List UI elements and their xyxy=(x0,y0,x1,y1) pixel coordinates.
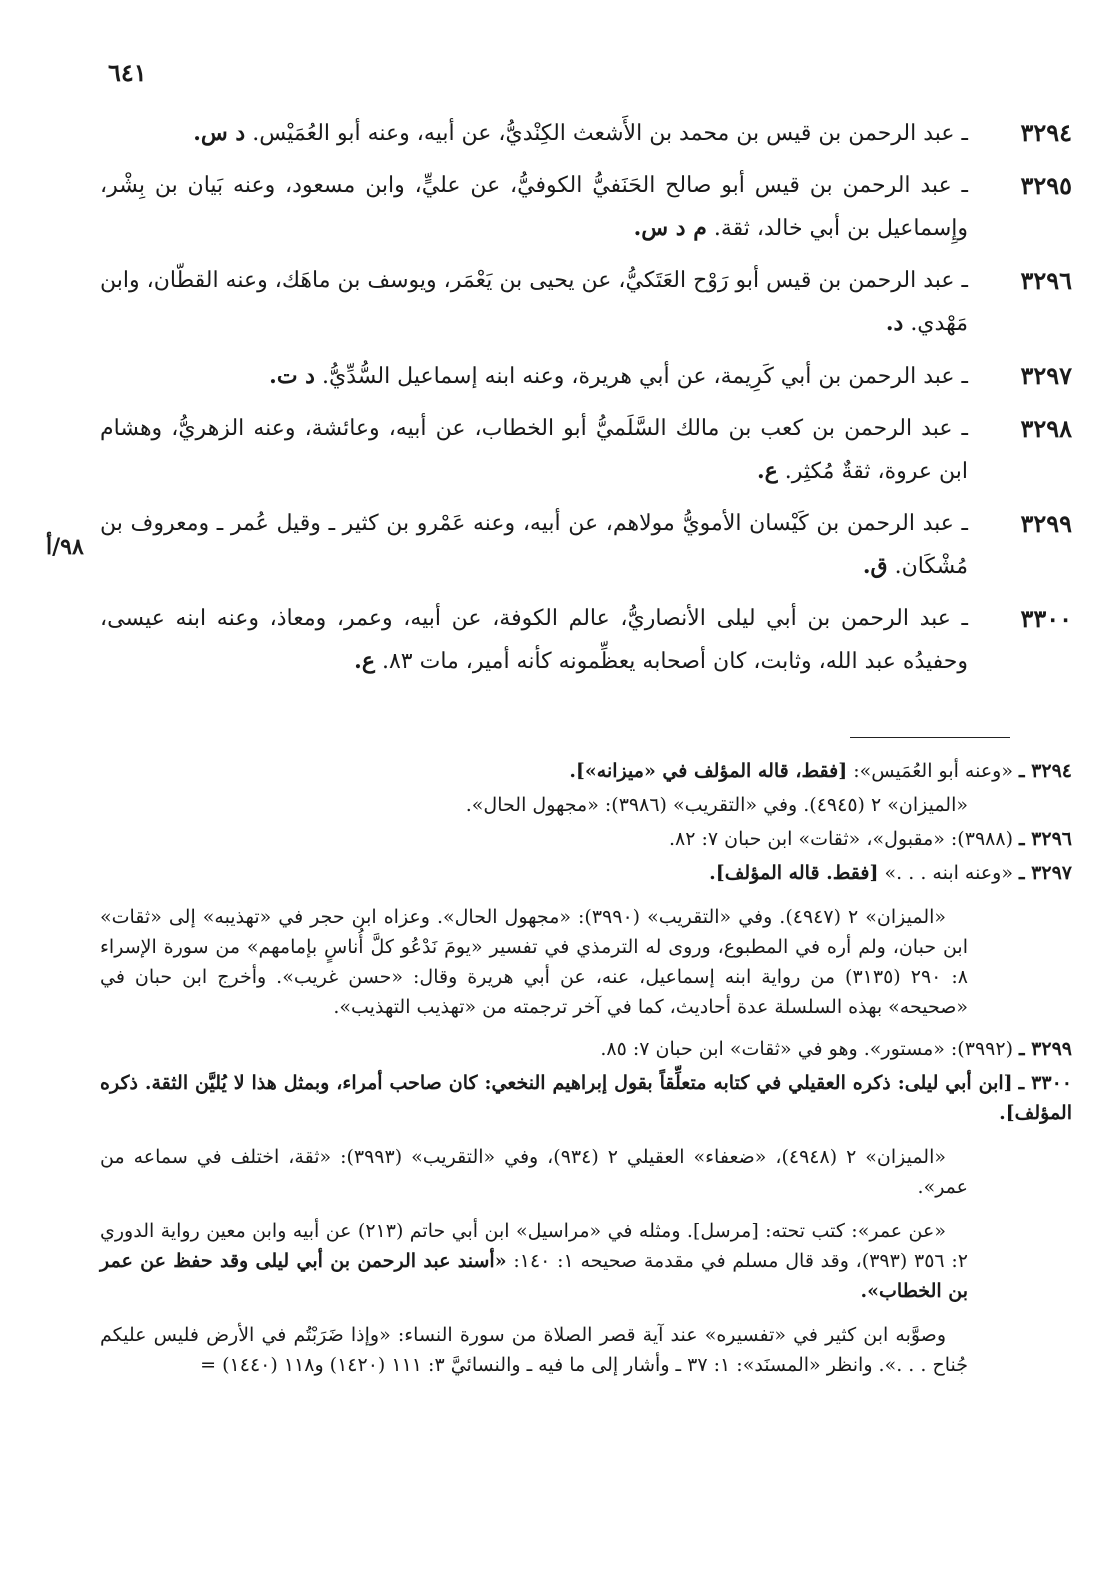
note-text: «وعنه ابنه . . .» xyxy=(884,862,1013,884)
footnote-divider xyxy=(850,737,1010,738)
note-3300 xyxy=(100,1068,1072,1128)
entry-sigla: ع. xyxy=(354,648,375,674)
entry-body xyxy=(100,598,968,683)
entry-3298 xyxy=(100,408,1072,493)
entry-text: ـ عبد الرحمن بن أبي كَرِيمة، عن أبي هريرة، وعنه ابنه إسماعيل السُّدِّيُّ. xyxy=(321,364,968,389)
entry-3296 xyxy=(100,260,1072,345)
entry-body xyxy=(100,260,968,345)
note-3300-paragraph-b xyxy=(100,1216,1072,1306)
note-number: ٣٢٩٤ ـ xyxy=(1018,760,1072,782)
entry-body xyxy=(100,355,968,398)
note-text: «وعنه أبو العُمَيس»: xyxy=(853,760,1013,782)
entry-body xyxy=(100,408,968,493)
footnotes xyxy=(100,756,1072,1384)
note-paragraph-text: وصوَّبه ابن كثير في «تفسيره» عند آية قصر الصلاة من سورة النساء: «وإذا ضَرَبْتُم في الأرض فليس عليكم جُناح . . .». وانظر «المسنَد»: ١: ٣٧ ـ وأشار إلى ما فيه ـ والنسائيَّ ٣: ١١١ (١٤٢٠) و١١٨ (١٤٤٠) = xyxy=(100,1324,968,1376)
main-text xyxy=(100,112,1072,693)
entry-text: ـ عبد الرحمن بن قيس أبو صالح الحَنَفيُّ الكوفيُّ، عن عليٍّ، وابن مسعود، وعنه بَيان بن بِشْر، وإِسماعيل بن أبي خالد، ثقة. xyxy=(100,173,968,241)
note-number: ٣٢٩٧ ـ xyxy=(1018,862,1072,884)
note-text: (٣٩٩٢): «مستور». وهو في «ثقات» ابن حبان ٧: ٨٥. xyxy=(600,1038,1013,1060)
entry-3300 xyxy=(100,598,1072,683)
note-3300-paragraph-a xyxy=(100,1142,1072,1202)
note-3296 xyxy=(100,824,1072,854)
note-paragraph-text: «الميزان» ٢ (٤٩٤٨)، «ضعفاء» العقيلي ٢ (٩٣٤)، وفي «التقريب» (٣٩٩٣): «ثقة، اختلف في سماعه من عمر». xyxy=(100,1146,968,1198)
entry-sigla: ع. xyxy=(756,458,778,484)
note-paragraph-text: «الميزان» ٢ (٤٩٤٧). وفي «التقريب» (٣٩٩٠): «مجهول الحال». وعزاه ابن حجر في «تهذيبه» إلى «ثقات» ابن حبان، ولم أره في المطبوع، وروى له الترمذي في تفسير «يومَ نَدْعُو كلَّ أُناسٍ بإمامهم» من سورة الإسراء ٨: ٢٩٠ (٣١٣٥) من رواية ابنه إسماعيل، عنه، عن أبي هريرة وقال: «حسن غريب». وأخرج ابن حبان في «صحيحه» بهذه السلسلة عدة أحاديث، كما في آخر ترجمته من «تهذيب التهذيب». xyxy=(100,906,968,1018)
entry-3299 xyxy=(100,503,1072,588)
note-3294 xyxy=(100,756,1072,786)
note-bold-text: [فقط، قاله المؤلف في «ميزانه»]. xyxy=(569,760,848,782)
entry-number: ٣٣٠٠ xyxy=(1020,604,1072,633)
entry-number: ٣٢٩٩ xyxy=(1020,509,1072,538)
note-paragraph-bold: «أسند عبد الرحمن بن أبي ليلى وقد حفظ عن عمر بن الخطاب». xyxy=(100,1250,968,1302)
entry-sigla: د. xyxy=(885,310,904,336)
margin-folio-marker: ٩٨/أ xyxy=(46,534,84,560)
note-text: «الميزان» ٢ (٤٩٤٥). وفي «التقريب» (٣٩٨٦): «مجهول الحال». xyxy=(465,794,968,816)
note-3299 xyxy=(100,1034,1072,1064)
entry-text: ـ عبد الرحمن بن قيس أبو رَوْح العَتَكيُّ، عن يحيى بن يَعْمَر، ويوسف بن ماهَك، وعنه القطّان، وابن مَهْدي. xyxy=(100,268,968,336)
entry-sigla: د س. xyxy=(193,120,246,146)
entry-3295 xyxy=(100,165,1072,250)
entry-body xyxy=(100,503,968,588)
entry-number: ٣٢٩٨ xyxy=(1020,414,1072,443)
entry-3297 xyxy=(100,355,1072,398)
entry-text: ـ عبد الرحمن بن قيس بن محمد بن الأَشعث الكِنْديُّ، عن أبيه، وعنه أبو العُمَيْس. xyxy=(252,121,968,146)
note-text: (٣٩٨٨): «مقبول»، «ثقات» ابن حبان ٧: ٨٢. xyxy=(668,828,1013,850)
entry-number: ٣٢٩٥ xyxy=(1020,171,1072,200)
note-3294-detail xyxy=(100,790,1072,820)
page-number: ٦٤١ xyxy=(108,58,147,87)
entry-text: ـ عبد الرحمن بن كَيْسان الأمويُّ مولاهم، عن أبيه، وعنه عَمْرو بن كثير ـ وقيل عُمر ـ ومعروف بن مُشْكَان. xyxy=(100,511,968,579)
note-paragraph-plain: «عن عمر»: كتب تحته: [مرسل]. ومثله في «مراسيل» ابن أبي حاتم (٢١٣) عن أبيه وابن معين رواية الدوري ٢: ٣٥٦ (٣٩٣)، وقد قال مسلم في مقدمة صحيحه ١: ١٤٠: xyxy=(100,1220,969,1272)
note-number: ٣٢٩٦ ـ xyxy=(1018,828,1072,850)
entry-sigla: م د س. xyxy=(633,215,707,241)
entry-number: ٣٢٩٦ xyxy=(1020,266,1072,295)
note-bold-text: [فقط. قاله المؤلف]. xyxy=(709,862,879,884)
entry-3294 xyxy=(100,112,1072,155)
entry-body xyxy=(100,112,968,155)
entry-text: ـ عبد الرحمن بن كعب بن مالك السَّلَميُّ أبو الخطاب، عن أبيه، وعائشة، وعنه الزهريُّ، وهشام ابن عروة، ثقةٌ مُكثِر. xyxy=(100,416,968,484)
note-number: ٣٢٩٩ ـ xyxy=(1018,1038,1072,1060)
entry-number: ٣٢٩٧ xyxy=(1020,361,1072,390)
entry-body xyxy=(100,165,968,250)
note-number: ٣٣٠٠ ـ xyxy=(1018,1072,1072,1094)
entry-number: ٣٢٩٤ xyxy=(1020,118,1072,147)
entry-sigla: د ت. xyxy=(269,363,315,389)
note-bold-text: [ابن أبي ليلى: ذكره العقيلي في كتابه متعلِّقاً بقول إبراهيم النخعي: كان صاحب أمراء، وبمثل هذا لا يُليَّن الثقة. ذكره المؤلف]. xyxy=(100,1072,1072,1124)
note-3297 xyxy=(100,858,1072,888)
note-paragraph-text xyxy=(100,1216,968,1306)
note-3300-paragraph-c xyxy=(100,1320,1072,1380)
entry-sigla: ق. xyxy=(862,553,888,579)
note-3297-paragraph xyxy=(100,902,1072,1022)
entry-text: ـ عبد الرحمن بن أبي ليلى الأنصاريُّ، عالم الكوفة، عن أبيه، وعمر، ومعاذ، وعنه ابنه عيسى، وحفيدُه عبد الله، وثابت، كان أصحابه يعظِّمونه كأنه أمير، مات ٨٣. xyxy=(100,606,968,674)
